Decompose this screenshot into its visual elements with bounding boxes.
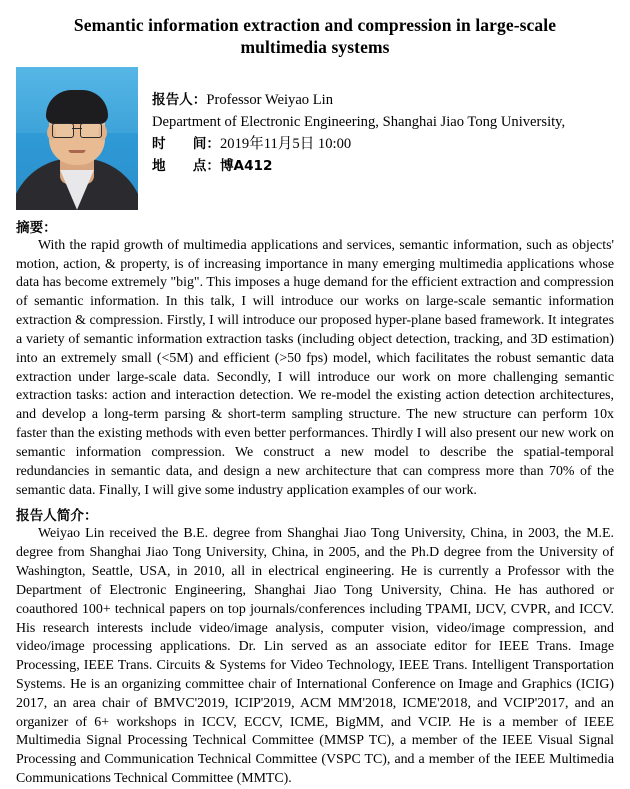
bio-heading: 报告人简介：	[16, 508, 98, 525]
speaker-photo	[16, 67, 138, 210]
detail-label-location: 地 点：	[152, 158, 220, 175]
portrait-hair-icon	[46, 90, 108, 124]
detail-label-time: 时 间：	[152, 136, 220, 153]
detail-value-time: 2019年11月5日 10:00	[219, 136, 352, 153]
page-title: Semantic information extraction and compression in large-scale multimedia systems	[73, 15, 557, 58]
portrait-mouth-icon	[69, 150, 86, 153]
speaker-header	[16, 67, 614, 210]
detail-row-affiliation	[152, 111, 614, 133]
portrait-glasses-left-icon	[52, 123, 74, 138]
portrait-glasses-right-icon	[80, 123, 102, 138]
abstract-heading: 摘要：	[16, 219, 57, 236]
bio-text: Weiyao Lin received the B.E. degree from Shanghai Jiao Tong University, China, in 2003, the M.E. degree from Shanghai Jiao Tong University, China, in 2005, and the Ph.D degree from the University of Washington, Seattle, USA, in 2010, all in electrical engineering. He is currently a Professor with the Department of Electronic Engineering, Shanghai Jiao Tong University, China. He has authored or coauthored 100+ technical papers on top journals/conferences including TPAMI, IJCV, CVPR, and ICCV. His research interests include video/image analysis, computer vision, video/image compression, and video/image processing applications. Dr. Lin served as an associate editor for IEEE Trans. Image Processing, IEEE Trans. Circuits & Systems for Video Technology, IEEE Trans. Intelligent Transportation Systems. He is an organizing committee chair of International Conference on Image and Graphics (ICIG) 2017, an area chair of BMVC'2019, ICIP'2019, ACM MM'2018, ICME'2018, and VCIP'2017, and an organizer of 6+ workshops in ICCV, ECCV, ICME, BigMM, and VCIP. He is a member of IEEE Multimedia Signal Processing Technical Committee (MMSP TC), a member of the IEEE Visual Signal Processing and Communication Technical Committee (VSPC TC), and a member of the IEEE Multimedia Communications Technical Committee (MMTC).	[16, 526, 614, 787]
detail-value-speaker: Professor Weiyao Lin	[206, 91, 334, 108]
detail-row-speaker	[152, 89, 614, 111]
talk-details	[152, 67, 614, 178]
detail-value-location: 博A412	[219, 158, 273, 175]
detail-value-affiliation: Department of Electronic Engineering, Shanghai Jiao Tong University,	[152, 113, 566, 130]
detail-row-location	[152, 155, 614, 177]
detail-row-time	[152, 133, 614, 155]
detail-label-speaker: 报告人：	[152, 91, 207, 108]
portrait-glasses-bridge-icon	[72, 128, 82, 130]
abstract-text: With the rapid growth of multimedia applications and services, semantic information, such as objects' motion, action, & property, is of increasing importance in many emerging multimedia applications whose data has become extremely "big". This imposes a huge demand for the efficient extraction and compression of semantic information. In this talk, I will introduce our works on large-scale semantic information extraction & compression. Firstly, I will introduce our proposed hyper-plane based framework. It integrates a variety of semantic information extraction tasks (including object detection, tracking, and 3D estimation) into an extremely small (<5M) and efficient (>50 fps) model, which facilitates the robust semantic data extraction under large-scale data. Secondly, I will introduce our work on more challenging semantic extraction tasks: action and interaction detection. We re-model the existing action detection architectures, and develop a long-term parsing & short-term sampling structure. The new structure can perform 10x faster than the existing methods with even better performances. Thirdly I will also present our new work on semantic information compression. We construct a new model to describe the spatial-temporal redundancies in semantic data, and design a new architecture that can compress more than 70% of the semantic data. Finally, I will give some industry application examples of our work.	[16, 237, 614, 498]
